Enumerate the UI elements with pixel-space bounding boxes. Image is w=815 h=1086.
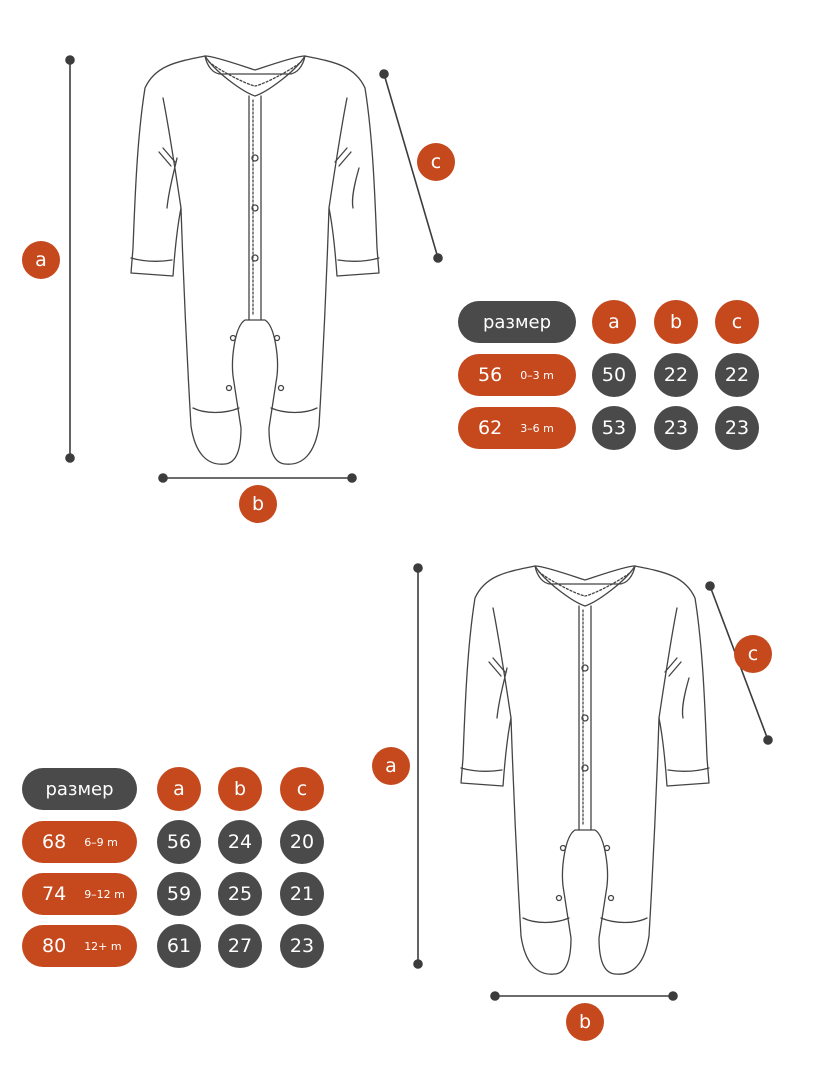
- bottom-row-3-a: 61: [157, 924, 201, 968]
- size-number: 80: [42, 935, 67, 957]
- bottom-col-c: c: [280, 767, 324, 811]
- size-age: 3–6 m: [520, 421, 554, 435]
- romper-bottom: [461, 566, 709, 974]
- bottom-dim-c-badge: c: [734, 635, 772, 673]
- top-row-1-b: 22: [654, 353, 698, 397]
- bottom-row-2-b: 25: [218, 872, 262, 916]
- bottom-row-1-c: 20: [280, 820, 324, 864]
- top-measure-lines: [66, 56, 442, 482]
- romper-top: [131, 56, 379, 464]
- bottom-row-3-size: [22, 925, 137, 967]
- bottom-dim-a-badge: a: [372, 747, 410, 785]
- top-col-b: b: [654, 300, 698, 344]
- size-age: 6–9 m: [84, 835, 118, 849]
- top-dim-b-badge: b: [239, 485, 277, 523]
- bottom-row-2-a: 59: [157, 872, 201, 916]
- bottom-row-1-a: 56: [157, 820, 201, 864]
- bottom-row-2-size: [22, 873, 137, 915]
- bottom-col-a: a: [157, 767, 201, 811]
- top-row-2-size: [458, 407, 576, 449]
- top-row-2-b: 23: [654, 406, 698, 450]
- size-number: 68: [42, 831, 67, 853]
- bottom-table-header: размер: [22, 768, 137, 810]
- top-col-c: c: [715, 300, 759, 344]
- bottom-row-3-c: 23: [280, 924, 324, 968]
- bottom-row-2-c: 21: [280, 872, 324, 916]
- top-dim-c-badge: c: [417, 143, 455, 181]
- bottom-row-1-size: [22, 821, 137, 863]
- top-row-2-c: 23: [715, 406, 759, 450]
- size-age: 9–12 m: [84, 887, 125, 901]
- size-number: 62: [478, 417, 503, 439]
- top-row-1-c: 22: [715, 353, 759, 397]
- top-row-1-a: 50: [592, 353, 636, 397]
- top-col-a: a: [592, 300, 636, 344]
- size-number: 56: [478, 364, 503, 386]
- size-number: 74: [42, 883, 67, 905]
- top-dim-a-badge: a: [22, 241, 60, 279]
- bottom-measure-lines: [414, 564, 772, 1000]
- bottom-dim-b-badge: b: [566, 1003, 604, 1041]
- bottom-col-b: b: [218, 767, 262, 811]
- top-row-1-size: [458, 354, 576, 396]
- bottom-row-3-b: 27: [218, 924, 262, 968]
- size-age: 0–3 m: [520, 368, 554, 382]
- size-age: 12+ m: [84, 939, 122, 953]
- top-table-header: размер: [458, 301, 576, 343]
- top-row-2-a: 53: [592, 406, 636, 450]
- bottom-row-1-b: 24: [218, 820, 262, 864]
